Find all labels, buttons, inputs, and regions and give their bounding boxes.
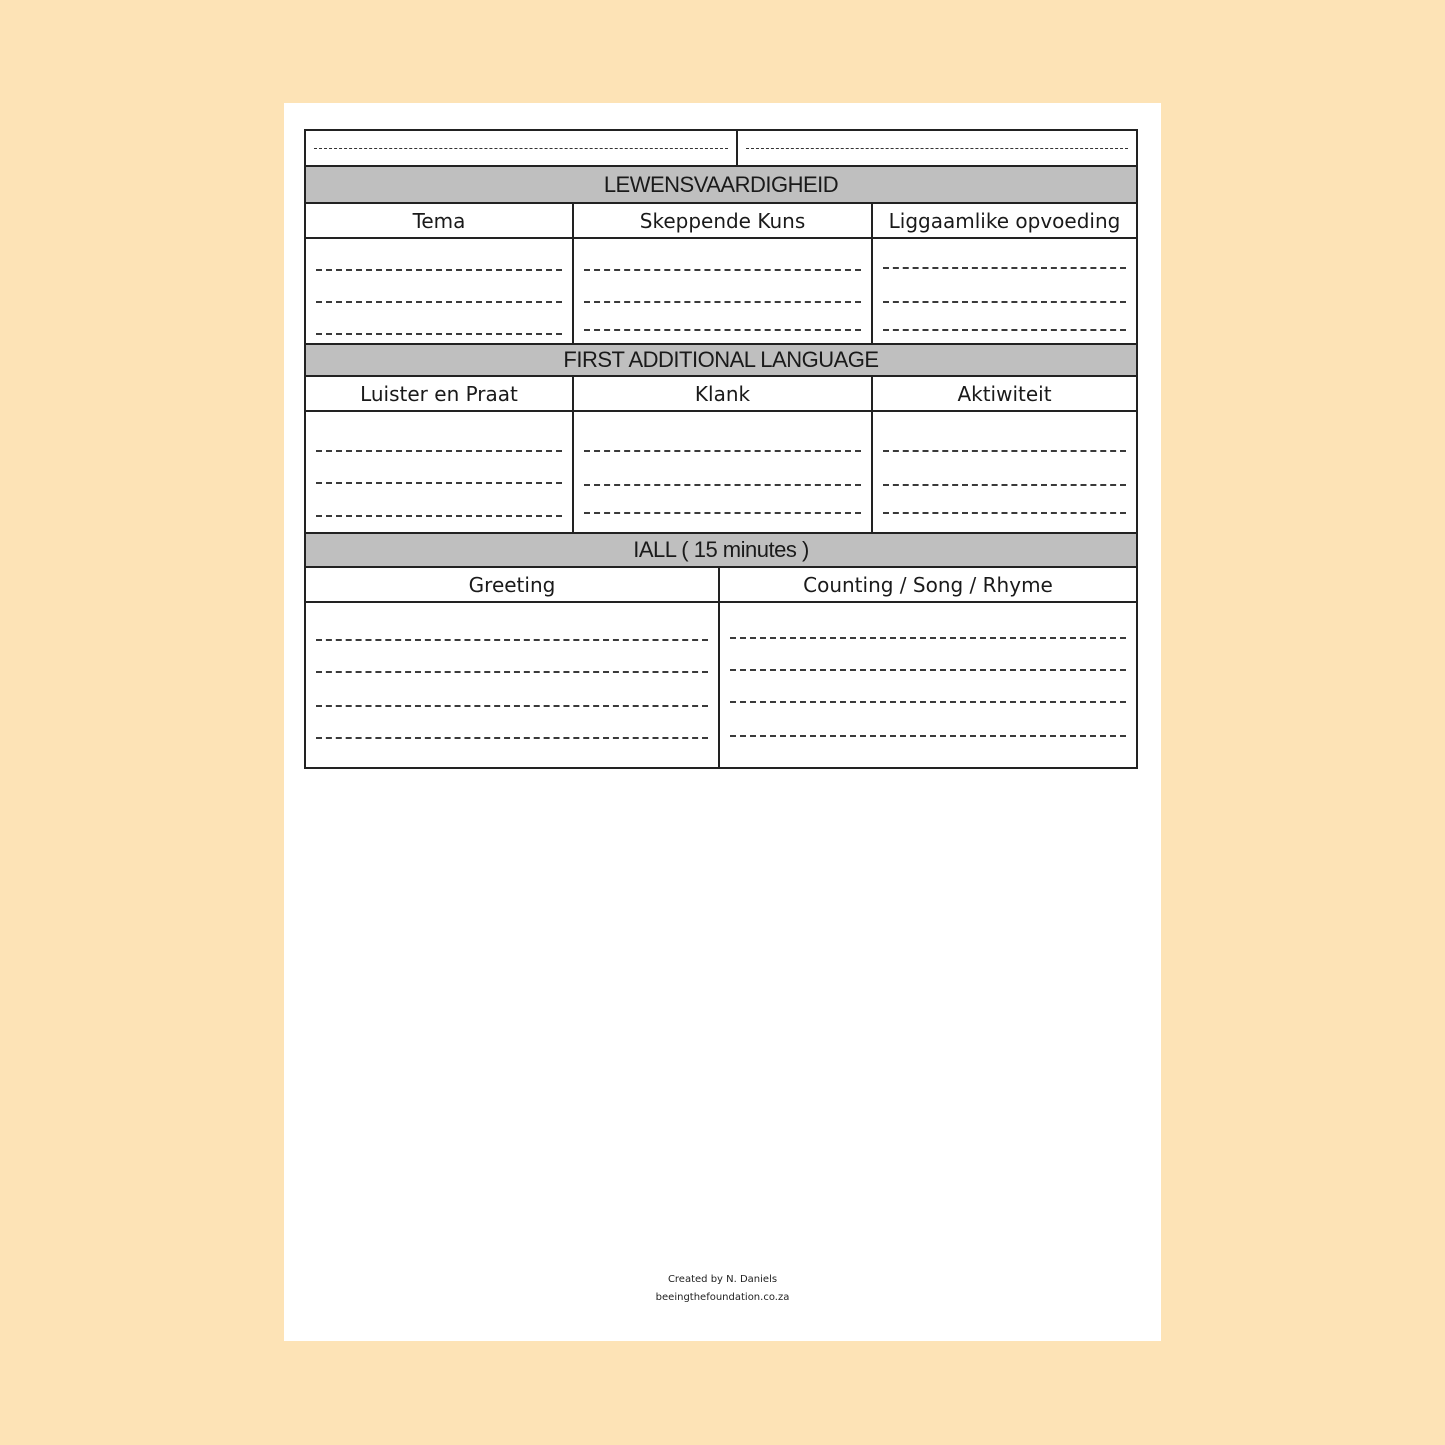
planning-form	[304, 129, 1138, 769]
column-headers-life-skills	[306, 202, 1136, 237]
section-band-iall	[306, 532, 1136, 566]
column-header: Greeting	[468, 572, 556, 597]
section-title: LEWENSVAARDIGHEID	[603, 171, 839, 197]
blank-field-right[interactable]	[736, 131, 1136, 165]
header-blank-row	[306, 131, 1136, 165]
column-header: Luister en Praat	[360, 381, 518, 406]
writing-area[interactable]	[306, 412, 572, 532]
column-header: Skeppende Kuns	[572, 204, 871, 237]
writing-row-fal	[306, 410, 1136, 532]
writing-row-life-skills	[306, 237, 1136, 343]
column-header: Counting / Song / Rhyme	[718, 568, 1136, 601]
writing-area[interactable]	[718, 603, 1136, 767]
writing-area[interactable]	[572, 239, 871, 343]
column-headers-fal	[306, 375, 1136, 410]
worksheet-page	[284, 103, 1161, 1341]
section-band-life-skills	[306, 165, 1136, 202]
column-header: Liggaamlike opvoeding	[871, 204, 1136, 237]
footer-author: Created by N. Daniels	[667, 1274, 778, 1285]
column-header: Klank	[572, 377, 871, 410]
writing-area[interactable]	[871, 239, 1136, 343]
section-title: FIRST ADDITIONAL LANGUAGE	[563, 347, 879, 372]
writing-area[interactable]	[871, 412, 1136, 532]
writing-area[interactable]	[306, 239, 572, 343]
section-band-fal	[306, 343, 1136, 375]
column-headers-iall	[306, 566, 1136, 601]
section-title: IALL ( 15 minutes )	[633, 537, 809, 562]
blank-field-left[interactable]	[306, 131, 736, 165]
writing-row-iall	[306, 601, 1136, 767]
footer-website: beeingthefoundation.co.za	[655, 1292, 790, 1303]
column-header: Aktiwiteit	[871, 377, 1136, 410]
writing-area[interactable]	[572, 412, 871, 532]
writing-area[interactable]	[306, 603, 718, 767]
column-header: Tema	[412, 208, 466, 233]
footer-credit	[284, 1271, 1161, 1307]
